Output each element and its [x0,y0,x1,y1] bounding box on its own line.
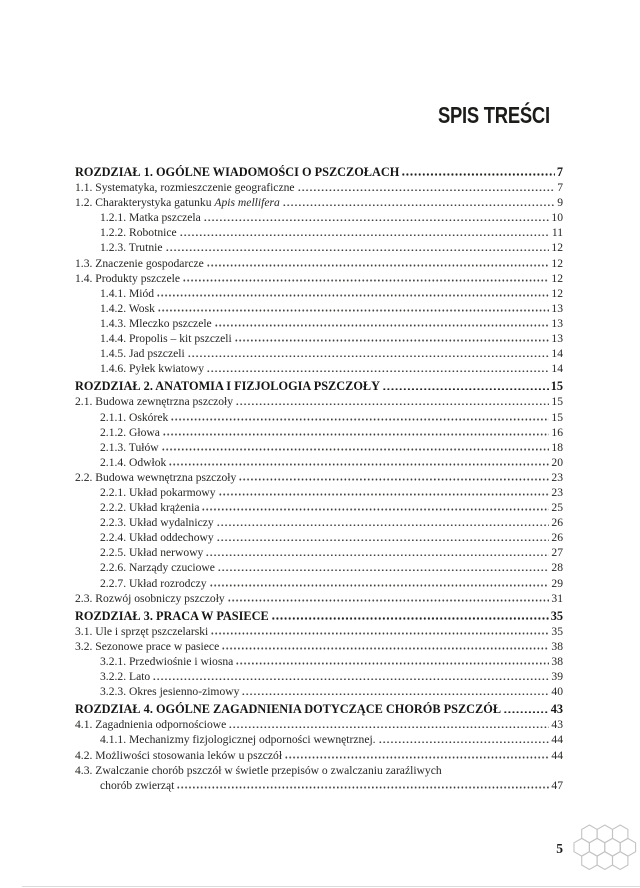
toc-entry [75,470,563,485]
honeycomb-cell [597,852,612,870]
toc-entry [75,225,563,240]
toc-list [75,162,563,793]
toc-chapter-entry [75,702,563,717]
toc-entry [75,256,563,271]
toc-entry-label: ROZDZIAŁ 2. ANATOMIA I FIZJOLOGIA PSZCZOŁY [75,379,380,394]
toc-entry-label: 1.1. Systematyka, rozmieszczenie geograficzne [75,181,295,195]
toc-entry-page: 29 [551,576,563,590]
toc-entry [75,763,563,778]
toc-entry-label: 3.2.3. Okres jesienno-zimowy [100,685,240,699]
toc-entry-label: 2.2.7. Układ rozrodczy [100,576,207,590]
toc-entry-page: 35 [550,608,563,623]
toc-entry-label: 4.1. Zagadnienia odpornościowe [75,718,227,732]
toc-entry-label: 4.3. Zwalczanie chorób pszczół w świetle przepisów o zwalczaniu zaraźliwych [75,763,442,777]
honeycomb-cell [613,852,628,870]
toc-entry-label: 1.2. Charakterystyka gatunku Apis mellifera [75,196,280,210]
toc-entry-page: 13 [551,332,563,346]
toc-entry-page: 7 [556,165,563,179]
toc-entry-page: 9 [557,196,563,210]
toc-entry-page: 38 [551,655,563,668]
toc-entry-page: 15 [551,410,563,424]
toc-entry-label: 1.4.1. Miód [100,286,155,300]
toc-entry [75,410,563,425]
toc-entry-page: 26 [551,516,563,530]
toc-entry-label: 1.4.5. Jad pszczeli [100,347,185,361]
toc-entry-label: 3.2.2. Lato [100,670,151,684]
toc-entry-page: 12 [551,286,563,300]
toc-entry-page: 12 [551,271,563,285]
toc-entry-page: 14 [551,347,563,361]
toc-entry [75,576,563,591]
toc-entry [75,500,563,515]
toc-entry-label: 2.2.4. Układ oddechowy [100,531,214,545]
toc-entry [75,394,563,409]
honeycomb-cell [582,852,597,870]
toc-entry-label: 2.2.3. Układ wydalniczy [100,516,214,530]
toc-entry-label: 1.4.3. Mleczko pszczele [100,316,212,330]
toc-entry-page: 44 [551,748,563,762]
toc-entry-page: 14 [551,362,563,376]
toc-entry [75,286,563,301]
toc-entry-page: 25 [551,501,563,515]
toc-entry-label: 2.1.1. Oskórek [100,410,169,424]
toc-entry-label: chorób zwierząt [100,778,175,792]
toc-entry-label: 2.2.5. Układ nerwowy [100,546,204,560]
toc-entry [75,331,563,346]
toc-entry-page: 27 [551,546,563,560]
toc-entry-page: 47 [551,778,563,792]
toc-entry-label: ROZDZIAŁ 1. OGÓLNE WIADOMOŚCI O PSZCZOŁACH [75,165,400,179]
toc-entry-page: 28 [551,561,563,575]
toc-entry [75,210,563,225]
toc-entry-page: 43 [550,702,563,717]
toc-entry [75,485,563,500]
toc-entry-page: 20 [551,455,563,469]
toc-entry [75,778,563,793]
toc-entry-page: 43 [551,718,563,732]
toc-entry-label: 3.1. Ule i sprzęt pszczelarski [75,624,209,638]
toc-entry [75,684,563,699]
toc-entry [75,560,563,575]
toc-entry-label: 1.2.1. Matka pszczela [100,211,201,225]
toc-entry [75,455,563,470]
toc-entry-page: 13 [551,301,563,315]
toc-entry-label: 2.1.2. Głowa [100,425,160,439]
toc-entry-label: 1.4.2. Wosk [100,301,155,315]
toc-entry-label: 1.3. Znaczenie gospodarcze [75,256,204,270]
toc-entry-page: 35 [551,624,563,638]
page-footer [556,824,637,870]
toc-entry [75,530,563,545]
toc-entry-label: 1.4.4. Propolis – kit pszczeli [100,332,232,346]
toc-entry [75,195,563,210]
toc-entry [75,748,563,763]
toc-entry-label-italic: Apis mellifera [214,196,280,210]
toc-entry [75,654,563,669]
toc-entry-page: 18 [551,440,563,454]
toc-entry [75,717,563,732]
toc-entry-label: 1.4.6. Pyłek kwiatowy [100,362,205,376]
toc-entry-label: ROZDZIAŁ 4. OGÓLNE ZAGADNIENIA DOTYCZĄCE CHORÓB PSZCZÓŁ [75,702,502,717]
toc-entry-label: 4.2. Możliwości stosowania leków u pszczół [75,748,283,762]
toc-entry-page: 10 [551,211,563,225]
toc-entry-label: 2.2.1. Układ pokarmowy [100,485,216,499]
toc-entry [75,240,563,255]
toc-entry [75,515,563,530]
toc-entry-page: 40 [551,685,563,699]
toc-entry-page: 7 [557,181,563,195]
toc-entry [75,301,563,316]
page-number: 5 [556,841,563,856]
toc-entry [75,361,563,376]
toc-entry-label: 2.2. Budowa wewnętrzna pszczoły [75,470,237,484]
toc-entry [75,624,563,639]
toc-entry-page: 12 [551,241,563,255]
toc-entry-page: 26 [551,531,563,545]
toc-entry-label: 1.2.3. Trutnie [100,241,163,255]
page-bottom-edge [22,886,640,887]
toc-entry-label: 1.4. Produkty pszczele [75,271,180,285]
toc-entry-page: 31 [551,591,563,605]
toc-entry-page: 23 [551,470,563,484]
toc-entry [75,591,563,606]
toc-entry [75,316,563,331]
toc-entry [75,346,563,361]
toc-entry-label: 2.2.2. Układ krążenia [100,501,200,515]
toc-entry [75,271,563,286]
toc-entry [75,440,563,455]
toc-entry-page: 13 [551,316,563,330]
toc-chapter-entry [75,609,563,624]
toc-entry-label: 2.3. Rozwój osobniczy pszczoły [75,591,225,605]
toc-entry [75,732,563,747]
page-title: SPIS TREŚCI [438,102,550,128]
toc-entry-label: 4.1.1. Mechanizmy fizjologicznej odporności wewnętrznej. [100,733,376,747]
toc-entry [75,639,563,654]
toc-entry [75,669,563,684]
toc-entry [75,180,563,195]
toc-entry-page: 44 [551,733,563,747]
toc-entry-label: 2.2.6. Narządy czuciowe [100,561,215,575]
toc-entry-page: 23 [551,485,563,499]
toc-entry-page: 11 [551,226,563,240]
toc-entry-page: 15 [551,395,563,409]
toc-chapter-entry [75,379,563,394]
toc-entry-label: 3.2. Sezonowe prace w pasiece [75,639,220,653]
toc-entry-label: 2.1. Budowa zewnętrzna pszczoły [75,395,234,409]
toc-entry [75,545,563,560]
toc-entry-label: 2.1.4. Odwłok [100,455,167,469]
toc-entry-label: 2.1.3. Tułów [100,440,159,454]
toc-entry-page: 12 [551,256,563,270]
toc-entry-page: 16 [551,425,563,439]
toc-chapter-entry [75,165,563,180]
toc-entry [75,425,563,440]
toc-entry-page: 39 [551,670,563,684]
toc-entry-page: 38 [551,639,563,653]
toc-entry-label: 1.2.2. Robotnice [100,226,177,240]
toc-entry-label: 3.2.1. Przedwiośnie i wiosna [100,655,234,668]
honeycomb-icon [573,824,637,870]
toc-entry-page: 15 [550,379,563,394]
toc-entry-label: ROZDZIAŁ 3. PRACA W PASIECE [75,608,269,623]
